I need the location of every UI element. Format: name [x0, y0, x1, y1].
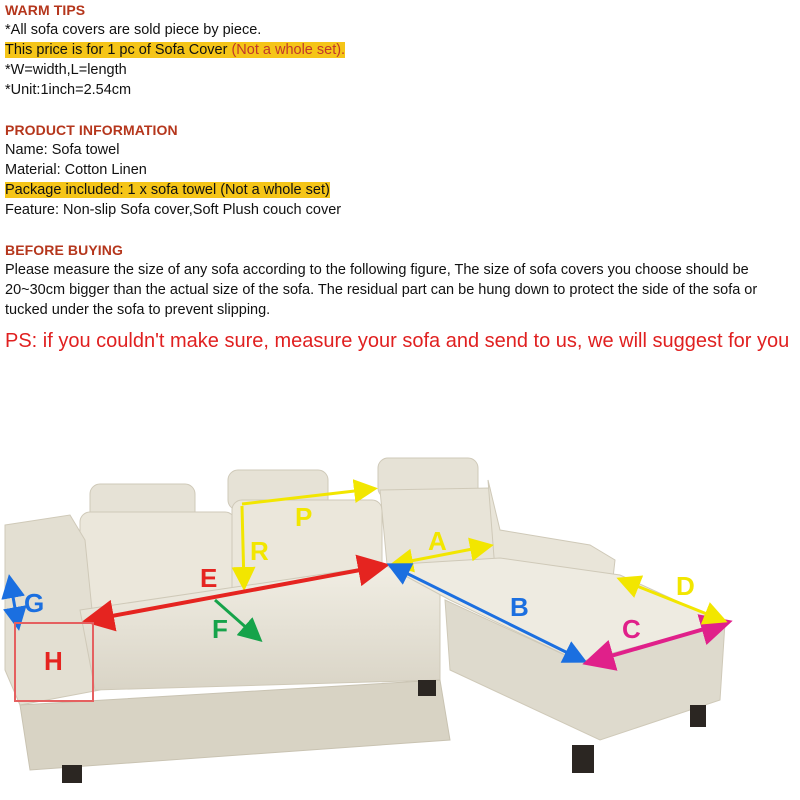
label-h: H — [44, 646, 63, 676]
product-info-heading: PRODUCT INFORMATION — [5, 122, 178, 138]
product-name: Name: Sofa towel — [5, 142, 120, 158]
warm-tip-2-note: (Not a whole set). — [231, 42, 346, 58]
label-f: F — [212, 614, 228, 644]
ps-note: PS: if you couldn't make sure, measure your sofa and send to us, we will suggest for you — [5, 330, 790, 352]
label-p: P — [295, 502, 313, 532]
product-feature: Feature: Non-slip Sofa cover,Soft Plush couch cover — [5, 202, 342, 218]
label-d: D — [676, 571, 695, 601]
label-g: G — [24, 588, 45, 618]
arrow-r — [242, 506, 244, 585]
warm-tip-4: *Unit:1inch=2.54cm — [5, 82, 132, 98]
description-text — [5, 0, 797, 359]
label-a: A — [428, 526, 447, 556]
warm-tip-2 — [5, 40, 797, 60]
label-b: B — [510, 592, 529, 622]
product-package — [5, 180, 797, 200]
warm-tip-2-highlight — [5, 42, 345, 58]
before-buying-heading: BEFORE BUYING — [5, 242, 123, 258]
sofa-measurement-diagram — [0, 440, 800, 800]
warm-tip-3: *W=width,L=length — [5, 62, 127, 78]
warm-tip-2-main: This price is for 1 pc of Sofa Cover — [5, 42, 232, 58]
sofa-illustration — [5, 458, 725, 783]
before-buying-text: Please measure the size of any sofa according to the following figure, The size of sofa covers you choose should be 20~30cm bigger than the actual size of the sofa. The residual part can be hung down to protect the side of the sofa or tucked under the sofa to prevent slipping. — [5, 262, 758, 318]
label-e: E — [200, 563, 218, 593]
product-material: Material: Cotton Linen — [5, 162, 147, 178]
label-r: R — [250, 536, 269, 566]
label-c: C — [622, 614, 641, 644]
product-package-highlight: Package included: 1 x sofa towel (Not a whole set) — [5, 182, 330, 198]
warm-tip-1: *All sofa covers are sold piece by piece. — [5, 22, 262, 38]
warm-tips-heading: WARM TIPS — [5, 2, 86, 18]
